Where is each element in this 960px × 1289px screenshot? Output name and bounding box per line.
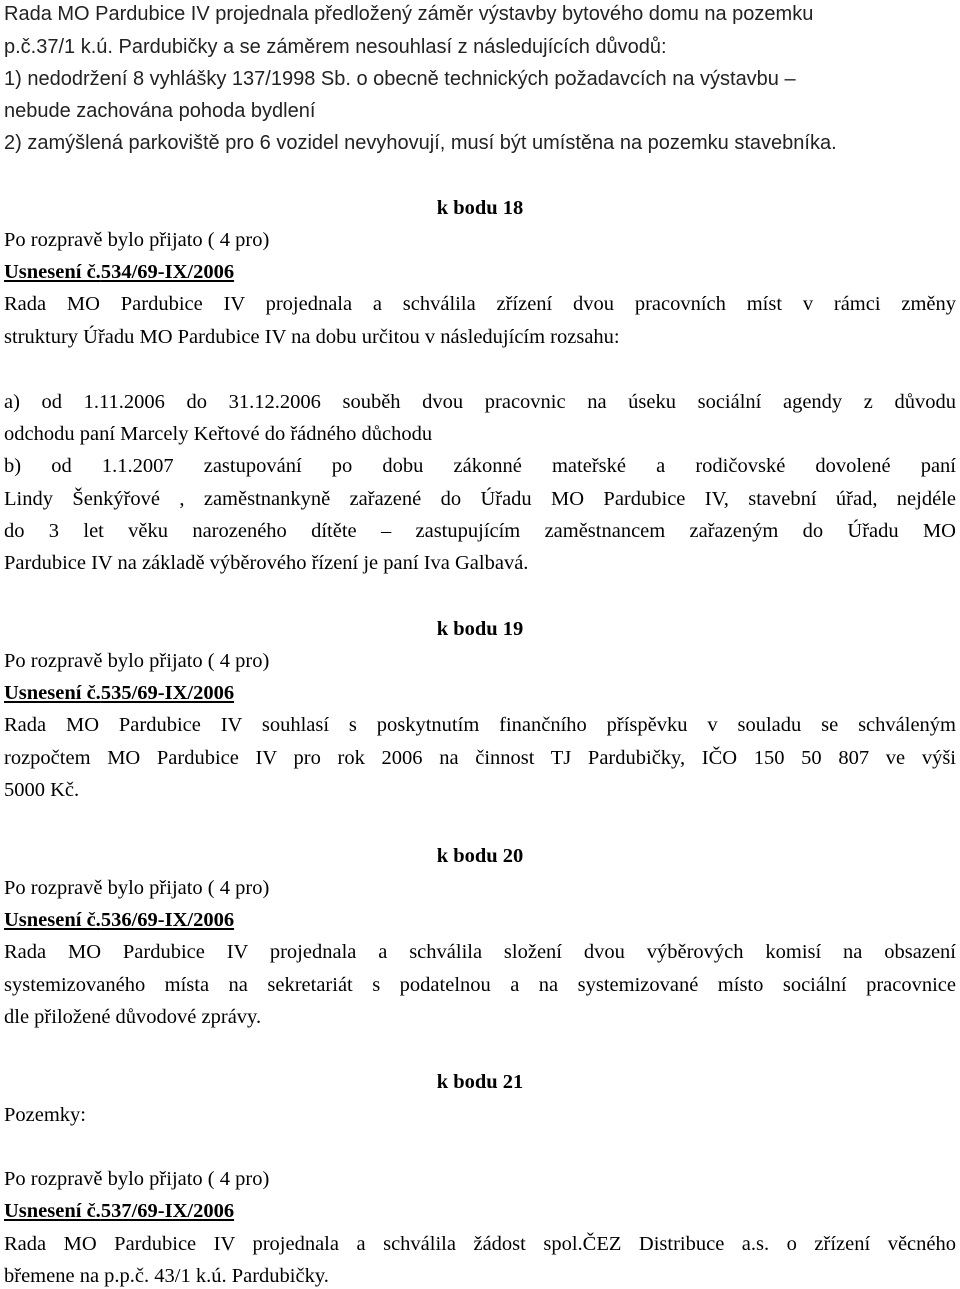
resolution-title-20	[4, 908, 234, 932]
item-a-line-2: odchodu paní Marcely Keřtové do řádného důchodu	[4, 423, 433, 445]
vote-line-21: Po rozpravě bylo přijato ( 4 pro)	[4, 1168, 270, 1190]
resolution-prefix: Usnesení č.	[4, 1200, 101, 1222]
resolution-number: 536/69-IX/2006	[100, 909, 235, 931]
item-b-line-1: b) od 1.1.2007 zastupování po dobu zákonné mateřské a rodičovské dovolené paní	[4, 455, 956, 477]
intro-line-1: Rada MO Pardubice IV projednala předložený záměr výstavby bytového domu na pozemku	[4, 3, 814, 25]
subhead-pozemky: Pozemky:	[4, 1104, 86, 1126]
resolution-text-20-3: dle přiložené důvodové zprávy.	[4, 1006, 262, 1028]
item-b-line-3: do 3 let věku narozeného dítěte – zastupujícím zaměstnancem zařazeným do Úřadu MO	[4, 520, 956, 542]
resolution-text-21-2: břemene na p.p.č. 43/1 k.ú. Pardubičky.	[4, 1265, 329, 1287]
resolution-number: 534/69-IX/2006	[100, 261, 235, 283]
item-a-line-1: a) od 1.11.2006 do 31.12.2006 souběh dvou pracovnic na úseku sociální agendy z důvodu	[4, 391, 956, 413]
intro-line-5: 2) zamýšlená parkoviště pro 6 vozidel nevyhovují, musí být umístěna na pozemku stavebníka.	[4, 132, 837, 154]
intro-line-4: nebude zachována pohoda bydlení	[4, 100, 316, 122]
resolution-text-19-2: rozpočtem MO Pardubice IV pro rok 2006 na činnost TJ Pardubičky, IČO 150 50 807 ve výši	[4, 747, 956, 769]
resolution-text-18-2: struktury Úřadu MO Pardubice IV na dobu určitou v následujícím rozsahu:	[4, 326, 620, 348]
intro-line-3: 1) nedodržení 8 vyhlášky 137/1998 Sb. o obecně technických požadavcích na výstavbu –	[4, 68, 796, 90]
resolution-prefix: Usnesení č.	[4, 909, 101, 931]
resolution-text-19-1: Rada MO Pardubice IV souhlasí s poskytnutím finančního příspěvku v souladu se schváleným	[4, 714, 956, 736]
vote-line-19: Po rozpravě bylo přijato ( 4 pro)	[4, 650, 270, 672]
vote-line-18: Po rozpravě bylo přijato ( 4 pro)	[4, 229, 270, 251]
intro-line-2: p.č.37/1 k.ú. Pardubičky a se záměrem nesouhlasí z následujících důvodů:	[4, 36, 667, 58]
section-heading-19: k bodu 19	[436, 618, 524, 640]
resolution-title-18	[4, 260, 234, 284]
vote-line-20: Po rozpravě bylo přijato ( 4 pro)	[4, 877, 270, 899]
item-b-line-4: Pardubice IV na základě výběrového řízení je paní Iva Galbavá.	[4, 552, 529, 574]
resolution-number: 537/69-IX/2006	[100, 1200, 235, 1222]
resolution-text-20-1: Rada MO Pardubice IV projednala a schválila složení dvou výběrových komisí na obsazení	[4, 941, 956, 963]
section-heading-21: k bodu 21	[436, 1071, 524, 1093]
resolution-text-19-3: 5000 Kč.	[4, 779, 80, 801]
resolution-text-21-1: Rada MO Pardubice IV projednala a schválila žádost spol.ČEZ Distribuce a.s. o zřízení věcného	[4, 1233, 956, 1255]
section-heading-20: k bodu 20	[436, 845, 524, 867]
section-heading-18: k bodu 18	[436, 197, 524, 219]
resolution-prefix: Usnesení č.	[4, 261, 101, 283]
resolution-prefix: Usnesení č.	[4, 682, 101, 704]
resolution-title-19	[4, 681, 234, 705]
resolution-title-21	[4, 1199, 234, 1223]
item-b-line-2: Lindy Šenkýřové , zaměstnankyně zařazené do Úřadu MO Pardubice IV, stavební úřad, nejdéle	[4, 488, 956, 510]
resolution-text-20-2: systemizovaného místa na sekretariát s podatelnou a na systemizované místo sociální pracovnice	[4, 974, 956, 996]
resolution-text-18-1: Rada MO Pardubice IV projednala a schválila zřízení dvou pracovních míst v rámci změny	[4, 293, 956, 315]
resolution-number: 535/69-IX/2006	[100, 682, 235, 704]
